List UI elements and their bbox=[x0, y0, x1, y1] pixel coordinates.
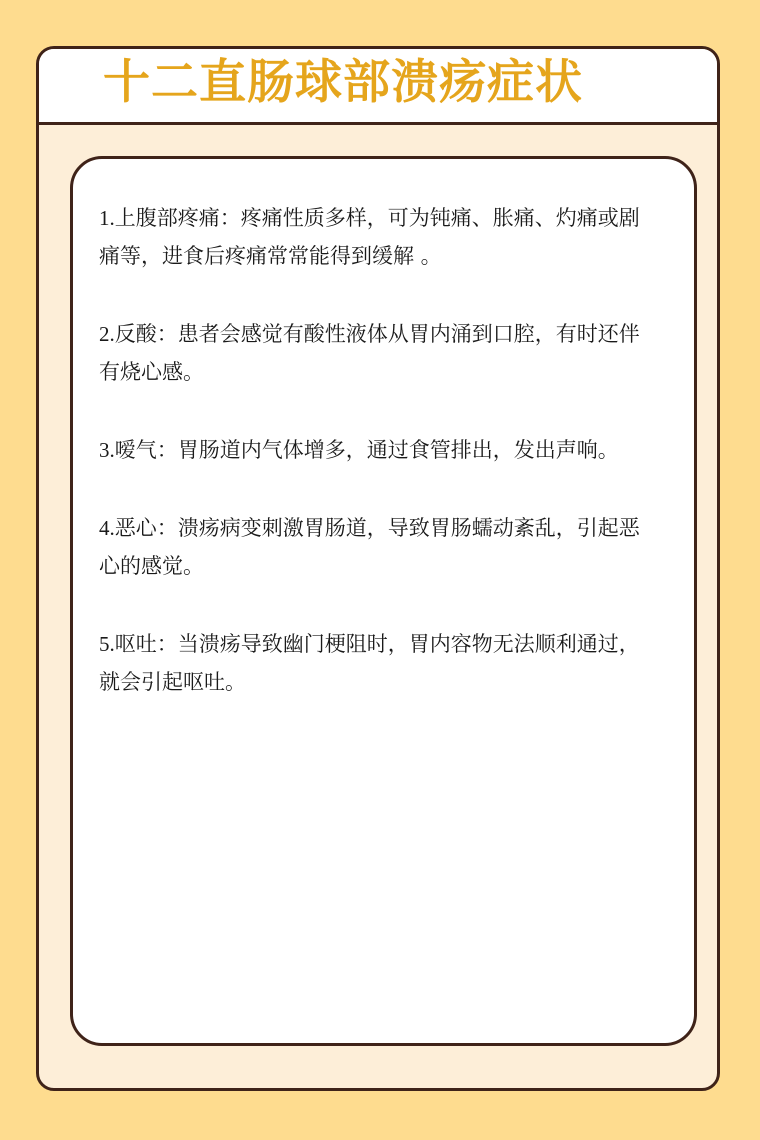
page-title: 十二直肠球部溃疡症状 bbox=[103, 55, 583, 110]
symptom-number: 2. bbox=[99, 322, 115, 346]
symptom-number: 4. bbox=[99, 516, 115, 540]
symptom-item-4 bbox=[99, 509, 659, 585]
symptom-number: 5. bbox=[99, 632, 115, 656]
symptom-item-5 bbox=[99, 625, 659, 701]
symptom-text: 呕吐：当溃疡导致幽门梗阻时，胃内容物无法顺利通过，就会引起呕吐。 bbox=[99, 632, 640, 694]
symptom-number: 3. bbox=[99, 438, 115, 462]
symptom-item-2 bbox=[99, 315, 659, 391]
symptom-text: 嗳气：胃肠道内气体增多，通过食管排出，发出声响。 bbox=[114, 438, 619, 462]
content-card bbox=[70, 156, 697, 1046]
symptom-item-1 bbox=[99, 199, 659, 275]
symptom-list bbox=[99, 199, 659, 741]
title-band bbox=[39, 49, 717, 125]
symptom-item-3 bbox=[99, 431, 659, 469]
symptom-number: 1. bbox=[99, 206, 115, 230]
symptom-text: 反酸：患者会感觉有酸性液体从胃内涌到口腔，有时还伴有烧心感。 bbox=[99, 322, 640, 384]
symptom-text: 恶心：溃疡病变刺激胃肠道，导致胃肠蠕动紊乱，引起恶心的感觉。 bbox=[99, 516, 640, 578]
outer-card bbox=[36, 46, 720, 1091]
symptom-text: 上腹部疼痛：疼痛性质多样，可为钝痛、胀痛、灼痛或剧痛等，进食后疼痛常常能得到缓解 。 bbox=[99, 206, 640, 268]
